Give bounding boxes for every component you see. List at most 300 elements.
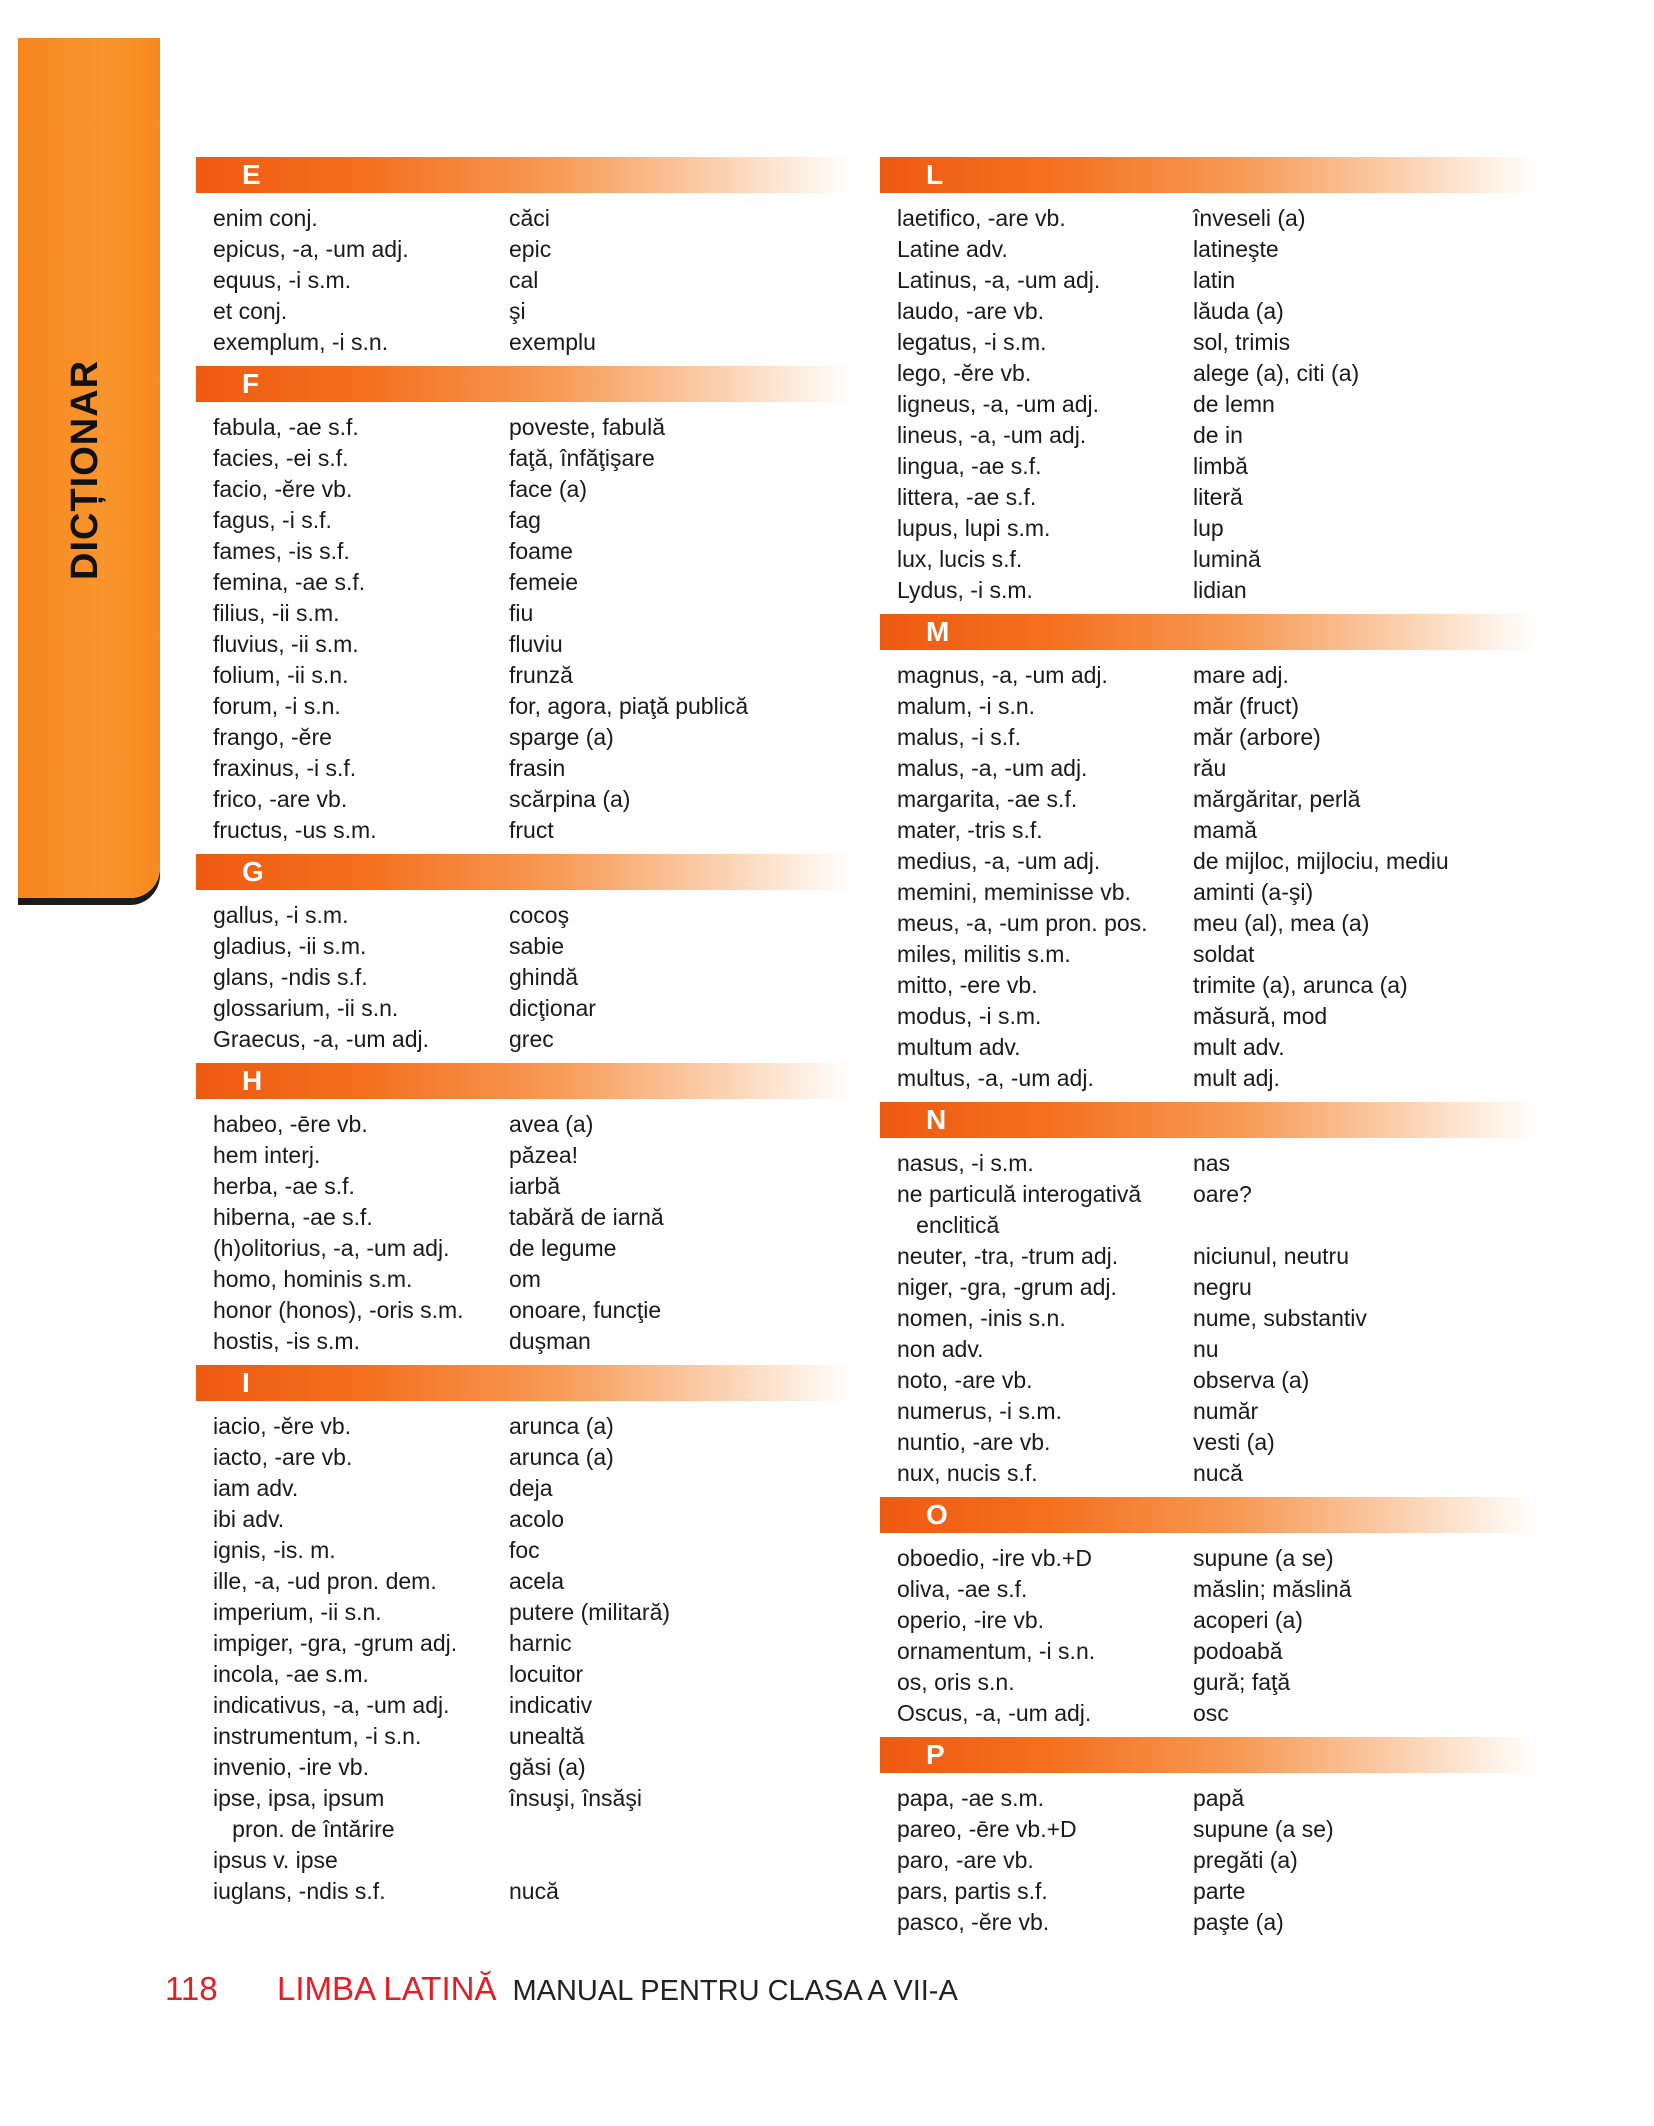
romanian-translation (1193, 1210, 1535, 1241)
latin-term: equus, -i s.m. (213, 267, 352, 293)
romanian-translation: acoperi (a) (1193, 1607, 1303, 1633)
latin-term: Oscus, -a, -um adj. (897, 1700, 1092, 1726)
romanian-translation: măsură, mod (1193, 1003, 1328, 1029)
dictionary-entry (196, 691, 851, 722)
romanian-translation: nume, substantiv (1193, 1305, 1367, 1331)
dictionary-entry (196, 1814, 851, 1845)
latin-term: instrumentum, -i s.n. (213, 1723, 422, 1749)
side-label: DICȚIONAR (64, 359, 106, 580)
dictionary-entry (880, 1334, 1535, 1365)
latin-term: filius, -ii s.m. (213, 600, 340, 626)
latin-term: Latine adv. (897, 236, 1008, 262)
romanian-translation: frasin (509, 755, 566, 781)
romanian-translation: număr (1193, 1398, 1259, 1424)
latin-term: fraxinus, -i s.f. (213, 755, 357, 781)
section-letter: I (242, 1367, 250, 1398)
romanian-translation: nu (1193, 1336, 1219, 1362)
dictionary-entry (196, 443, 851, 474)
romanian-translation: for, agora, piaţă publică (509, 693, 749, 719)
latin-term: hostis, -is s.m. (213, 1328, 360, 1354)
dictionary-entry (880, 1179, 1535, 1210)
romanian-translation: foc (509, 1537, 540, 1563)
romanian-translation: vesti (a) (1193, 1429, 1275, 1455)
entry-list-o (880, 1543, 1535, 1729)
romanian-translation: lidian (1193, 577, 1247, 603)
romanian-translation: putere (militară) (509, 1599, 671, 1625)
romanian-translation: femeie (509, 569, 579, 595)
dictionary-entry (880, 970, 1535, 1001)
dictionary-entry (880, 1814, 1535, 1845)
dictionary-entry (880, 1543, 1535, 1574)
letter-header-e (196, 157, 851, 193)
latin-term: impiger, -gra, -grum adj. (213, 1630, 458, 1656)
latin-term: mitto, -ere vb. (897, 972, 1038, 998)
dictionary-entry (196, 900, 851, 931)
romanian-translation: aminti (a-şi) (1193, 879, 1314, 905)
latin-term: et conj. (213, 298, 288, 324)
dictionary-entry (880, 1272, 1535, 1303)
latin-term: papa, -ae s.m. (897, 1785, 1045, 1811)
dictionary-entry (880, 1698, 1535, 1729)
entry-list-h (196, 1109, 851, 1357)
romanian-translation: foame (509, 538, 573, 564)
section-letter: O (926, 1499, 948, 1530)
dictionary-entry (196, 660, 851, 691)
romanian-translation: lăuda (a) (1193, 298, 1284, 324)
latin-term: ipsus v. ipse (213, 1847, 338, 1873)
romanian-translation: scărpina (a) (509, 786, 631, 812)
latin-term: niger, -gra, -grum adj. (897, 1274, 1117, 1300)
latin-term: legatus, -i s.m. (897, 329, 1047, 355)
dictionary-entry (880, 784, 1535, 815)
latin-term: invenio, -ire vb. (213, 1754, 369, 1780)
section-letter: M (926, 616, 950, 647)
romanian-translation: osc (1193, 1700, 1229, 1726)
latin-term: miles, militis s.m. (897, 941, 1071, 967)
letter-header-f (196, 366, 851, 402)
dictionary-entry (196, 1442, 851, 1473)
dictionary-entry (196, 567, 851, 598)
dictionary-entry (880, 1845, 1535, 1876)
dictionary-entry (196, 1783, 851, 1814)
latin-term: enclitică (897, 1212, 1000, 1238)
latin-term: margarita, -ae s.f. (897, 786, 1078, 812)
latin-term: oboedio, -ire vb.+D (897, 1545, 1092, 1571)
section-letter: F (242, 368, 260, 399)
dictionary-entry (880, 451, 1535, 482)
dictionary-entry (880, 296, 1535, 327)
romanian-translation: de mijloc, mijlociu, mediu (1193, 848, 1449, 874)
romanian-translation: măr (fruct) (1193, 693, 1300, 719)
dictionary-entry (880, 722, 1535, 753)
latin-term: iuglans, -ndis s.f. (213, 1878, 386, 1904)
dictionary-entry (880, 1032, 1535, 1063)
dictionary-entry (880, 513, 1535, 544)
romanian-translation: fruct (509, 817, 554, 843)
dictionary-entry (196, 1140, 851, 1171)
latin-term: laetifico, -are vb. (897, 205, 1066, 231)
letter-header-o (880, 1497, 1535, 1533)
romanian-translation: oare? (1193, 1181, 1252, 1207)
dictionary-entry (880, 575, 1535, 606)
latin-term: hiberna, -ae s.f. (213, 1204, 373, 1230)
latin-term: lingua, -ae s.f. (897, 453, 1042, 479)
romanian-translation: mult adv. (1193, 1034, 1285, 1060)
page-number: 118 (165, 1970, 218, 2007)
entry-list-i (196, 1411, 851, 1907)
latin-term: numerus, -i s.m. (897, 1398, 1062, 1424)
latin-term: femina, -ae s.f. (213, 569, 366, 595)
romanian-translation: de legume (509, 1235, 617, 1261)
latin-term: ligneus, -a, -um adj. (897, 391, 1099, 417)
latin-term: hem interj. (213, 1142, 321, 1168)
romanian-translation: nas (1193, 1150, 1231, 1176)
romanian-translation: ghindă (509, 964, 579, 990)
romanian-translation: indicativ (509, 1692, 593, 1718)
romanian-translation: duşman (509, 1328, 591, 1354)
letter-header-i (196, 1365, 851, 1401)
latin-term: Graecus, -a, -um adj. (213, 1026, 430, 1052)
latin-term: fagus, -i s.f. (213, 507, 332, 533)
entry-list-n (880, 1148, 1535, 1489)
dictionary-entry (880, 1427, 1535, 1458)
latin-term: ignis, -is. m. (213, 1537, 336, 1563)
dictionary-entry (196, 722, 851, 753)
page-footer (165, 1970, 958, 2020)
dictionary-entry (880, 1574, 1535, 1605)
dictionary-entry (880, 1605, 1535, 1636)
romanian-translation: alege (a), citi (a) (1193, 360, 1360, 386)
letter-header-m (880, 614, 1535, 650)
dictionary-entry (196, 296, 851, 327)
right-column (880, 157, 1535, 1946)
latin-term: multus, -a, -um adj. (897, 1065, 1094, 1091)
latin-term: iam adv. (213, 1475, 299, 1501)
latin-term: lupus, lupi s.m. (897, 515, 1051, 541)
romanian-translation: podoabă (1193, 1638, 1283, 1664)
latin-term: pareo, -ēre vb.+D (897, 1816, 1077, 1842)
romanian-translation: faţă, înfăţişare (509, 445, 655, 471)
romanian-translation: unealtă (509, 1723, 585, 1749)
dictionary-entry (196, 327, 851, 358)
left-column (196, 157, 851, 1915)
latin-term: meus, -a, -um pron. pos. (897, 910, 1148, 936)
romanian-translation: acolo (509, 1506, 564, 1532)
dictionary-entry (196, 1845, 851, 1876)
romanian-translation: şi (509, 298, 526, 324)
romanian-translation: papă (1193, 1785, 1245, 1811)
dictionary-entry (880, 691, 1535, 722)
dictionary-entry (196, 265, 851, 296)
dictionary-entry (196, 1295, 851, 1326)
dictionary-entry (196, 1024, 851, 1055)
dictionary-entry (196, 1876, 851, 1907)
dictionary-entry (880, 327, 1535, 358)
romanian-translation: limbă (1193, 453, 1248, 479)
dictionary-entry (880, 389, 1535, 420)
latin-term: operio, -ire vb. (897, 1607, 1045, 1633)
romanian-translation: cocoş (509, 902, 570, 928)
latin-term: nasus, -i s.m. (897, 1150, 1034, 1176)
romanian-translation: sparge (a) (509, 724, 614, 750)
romanian-translation: paşte (a) (1193, 1909, 1284, 1935)
romanian-translation: măr (arbore) (1193, 724, 1321, 750)
dictionary-entry (880, 877, 1535, 908)
latin-term: glossarium, -ii s.n. (213, 995, 399, 1021)
romanian-translation (509, 1845, 851, 1876)
romanian-translation: mult adj. (1193, 1065, 1280, 1091)
romanian-translation: rău (1193, 755, 1227, 781)
latin-term: exemplum, -i s.n. (213, 329, 389, 355)
romanian-translation: literă (1193, 484, 1243, 510)
latin-term: pars, partis s.f. (897, 1878, 1048, 1904)
latin-term: multum adv. (897, 1034, 1021, 1060)
romanian-translation: locuitor (509, 1661, 584, 1687)
latin-term: frango, -ĕre (213, 724, 332, 750)
romanian-translation: parte (1193, 1878, 1246, 1904)
romanian-translation: latin (1193, 267, 1236, 293)
latin-term: paro, -are vb. (897, 1847, 1034, 1873)
latin-term: memini, meminisse vb. (897, 879, 1131, 905)
romanian-translation: căci (509, 205, 550, 231)
dictionary-entry (880, 1063, 1535, 1094)
entry-list-g (196, 900, 851, 1055)
latin-term: habeo, -ēre vb. (213, 1111, 368, 1137)
romanian-translation: dicţionar (509, 995, 596, 1021)
romanian-translation: exemplu (509, 329, 596, 355)
letter-header-g (196, 854, 851, 890)
dictionary-entry (880, 1210, 1535, 1241)
letter-header-p (880, 1737, 1535, 1773)
dictionary-entry (196, 1535, 851, 1566)
latin-term: non adv. (897, 1336, 984, 1362)
romanian-translation: negru (1193, 1274, 1252, 1300)
dictionary-entry (880, 1148, 1535, 1179)
dictionary-entry (880, 753, 1535, 784)
dictionary-entry (880, 1907, 1535, 1938)
letter-header-l (880, 157, 1535, 193)
romanian-translation: pregăti (a) (1193, 1847, 1298, 1873)
dictionary-entry (880, 660, 1535, 691)
dictionary-entry (196, 1171, 851, 1202)
latin-term: lineus, -a, -um adj. (897, 422, 1087, 448)
latin-term: nuntio, -are vb. (897, 1429, 1051, 1455)
latin-term: (h)olitorius, -a, -um adj. (213, 1235, 450, 1261)
dictionary-entry (196, 412, 851, 443)
dictionary-entry (880, 1396, 1535, 1427)
dictionary-entry (880, 1241, 1535, 1272)
dictionary-entry (880, 203, 1535, 234)
entry-list-l (880, 203, 1535, 606)
latin-term: Latinus, -a, -um adj. (897, 267, 1101, 293)
romanian-translation: supune (a se) (1193, 1816, 1334, 1842)
section-letter: P (926, 1739, 945, 1770)
dictionary-entry (196, 474, 851, 505)
latin-term: malus, -i s.f. (897, 724, 1021, 750)
book-subtitle: MANUAL PENTRU CLASA A VII-A (512, 1975, 958, 2007)
dictionary-entry (196, 1690, 851, 1721)
dictionary-entry (196, 1233, 851, 1264)
latin-term: neuter, -tra, -trum adj. (897, 1243, 1119, 1269)
romanian-translation: avea (a) (509, 1111, 594, 1137)
dictionary-entry (196, 536, 851, 567)
romanian-translation: harnic (509, 1630, 572, 1656)
romanian-translation: sabie (509, 933, 564, 959)
dictionary-entry (196, 815, 851, 846)
romanian-translation: nucă (509, 1878, 559, 1904)
latin-term: honor (honos), -oris s.m. (213, 1297, 464, 1323)
romanian-translation: lup (1193, 515, 1224, 541)
dictionary-entry (880, 1667, 1535, 1698)
romanian-translation: fag (509, 507, 541, 533)
romanian-translation: poveste, fabulă (509, 414, 666, 440)
latin-term: lux, lucis s.f. (897, 546, 1023, 572)
latin-term: laudo, -are vb. (897, 298, 1045, 324)
latin-term: medius, -a, -um adj. (897, 848, 1101, 874)
romanian-translation: niciunul, neutru (1193, 1243, 1349, 1269)
latin-term: folium, -ii s.n. (213, 662, 349, 688)
latin-term: gladius, -ii s.m. (213, 933, 367, 959)
latin-term: noto, -are vb. (897, 1367, 1033, 1393)
section-letter: N (926, 1104, 947, 1135)
romanian-translation: soldat (1193, 941, 1255, 967)
dictionary-entry (196, 1566, 851, 1597)
romanian-translation: meu (al), mea (a) (1193, 910, 1370, 936)
latin-term: frico, -are vb. (213, 786, 348, 812)
latin-term: gallus, -i s.m. (213, 902, 349, 928)
dictionary-entry (880, 1636, 1535, 1667)
romanian-translation: găsi (a) (509, 1754, 586, 1780)
latin-term: nomen, -inis s.n. (897, 1305, 1066, 1331)
latin-term: herba, -ae s.f. (213, 1173, 355, 1199)
dictionary-entry (880, 358, 1535, 389)
dictionary-entry (880, 1001, 1535, 1032)
latin-term: epicus, -a, -um adj. (213, 236, 409, 262)
latin-term: forum, -i s.n. (213, 693, 341, 719)
dictionary-entry (196, 753, 851, 784)
dictionary-entry (196, 1473, 851, 1504)
latin-term: ille, -a, -ud pron. dem. (213, 1568, 437, 1594)
entry-list-m (880, 660, 1535, 1094)
latin-term: imperium, -ii s.n. (213, 1599, 382, 1625)
dictionary-entry (880, 1876, 1535, 1907)
dictionary-entry (880, 908, 1535, 939)
romanian-translation: onoare, funcţie (509, 1297, 662, 1323)
romanian-translation: face (a) (509, 476, 587, 502)
dictionary-entry (196, 234, 851, 265)
section-letter: H (242, 1065, 263, 1096)
romanian-translation: om (509, 1266, 541, 1292)
romanian-translation: mare adj. (1193, 662, 1289, 688)
entry-list-f (196, 412, 851, 846)
dictionary-entry (196, 505, 851, 536)
dictionary-entry (880, 544, 1535, 575)
latin-term: facio, -ĕre vb. (213, 476, 353, 502)
dictionary-entry (196, 1597, 851, 1628)
romanian-translation: iarbă (509, 1173, 561, 1199)
dictionary-entry (880, 1458, 1535, 1489)
dictionary-entry (196, 1411, 851, 1442)
romanian-translation: sol, trimis (1193, 329, 1291, 355)
romanian-translation: frunză (509, 662, 573, 688)
romanian-translation: tabără de iarnă (509, 1204, 664, 1230)
dictionary-entry (196, 629, 851, 660)
latin-term: magnus, -a, -um adj. (897, 662, 1108, 688)
dictionary-entry (196, 203, 851, 234)
section-letter: E (242, 159, 261, 190)
latin-term: fluvius, -ii s.m. (213, 631, 359, 657)
section-letter: L (926, 159, 944, 190)
latin-term: incola, -ae s.m. (213, 1661, 369, 1687)
dictionary-entry (880, 1365, 1535, 1396)
letter-header-h (196, 1063, 851, 1099)
latin-term: enim conj. (213, 205, 318, 231)
romanian-translation: latineşte (1193, 236, 1279, 262)
romanian-translation: de in (1193, 422, 1243, 448)
latin-term: malus, -a, -um adj. (897, 755, 1088, 781)
dictionary-entry (880, 1303, 1535, 1334)
romanian-translation: nucă (1193, 1460, 1243, 1486)
dictionary-entry (196, 1628, 851, 1659)
romanian-translation: păzea! (509, 1142, 579, 1168)
dictionary-entry (196, 598, 851, 629)
dictionary-entry (880, 234, 1535, 265)
romanian-translation: de lemn (1193, 391, 1275, 417)
romanian-translation: epic (509, 236, 552, 262)
dictionary-entry (880, 265, 1535, 296)
dictionary-entry (880, 846, 1535, 877)
dictionary-entry (196, 1721, 851, 1752)
latin-term: iacto, -are vb. (213, 1444, 353, 1470)
dictionary-entry (880, 1783, 1535, 1814)
dictionary-entry (880, 420, 1535, 451)
dictionary-entry (196, 993, 851, 1024)
dictionary-entry (880, 482, 1535, 513)
latin-term: lego, -ĕre vb. (897, 360, 1032, 386)
dictionary-entry (196, 962, 851, 993)
latin-term: iacio, -ĕre vb. (213, 1413, 352, 1439)
romanian-translation: mărgăritar, perlă (1193, 786, 1361, 812)
dictionary-entry (880, 815, 1535, 846)
latin-term: ibi adv. (213, 1506, 285, 1532)
latin-term: littera, -ae s.f. (897, 484, 1037, 510)
dictionary-entry (196, 1202, 851, 1233)
romanian-translation: însuşi, însăşi (509, 1785, 642, 1811)
romanian-translation: observa (a) (1193, 1367, 1310, 1393)
entry-list-p (880, 1783, 1535, 1938)
latin-term: pasco, -ĕre vb. (897, 1909, 1050, 1935)
romanian-translation: supune (a se) (1193, 1545, 1334, 1571)
latin-term: fructus, -us s.m. (213, 817, 377, 843)
romanian-translation: trimite (a), arunca (a) (1193, 972, 1408, 998)
dictionary-entry (880, 939, 1535, 970)
dictionary-entry (196, 1264, 851, 1295)
dictionary-entry (196, 1752, 851, 1783)
romanian-translation: arunca (a) (509, 1444, 614, 1470)
latin-term: malum, -i s.n. (897, 693, 1036, 719)
latin-term: os, oris s.n. (897, 1669, 1015, 1695)
romanian-translation: fiu (509, 600, 534, 626)
latin-term: Lydus, -i s.m. (897, 577, 1033, 603)
dictionary-entry (196, 1504, 851, 1535)
latin-term: facies, -ei s.f. (213, 445, 349, 471)
romanian-translation: grec (509, 1026, 554, 1052)
romanian-translation: acela (509, 1568, 564, 1594)
latin-term: homo, hominis s.m. (213, 1266, 413, 1292)
dictionary-entry (196, 931, 851, 962)
dictionary-entry (196, 1109, 851, 1140)
latin-term: ne particulă interogativă (897, 1181, 1142, 1207)
